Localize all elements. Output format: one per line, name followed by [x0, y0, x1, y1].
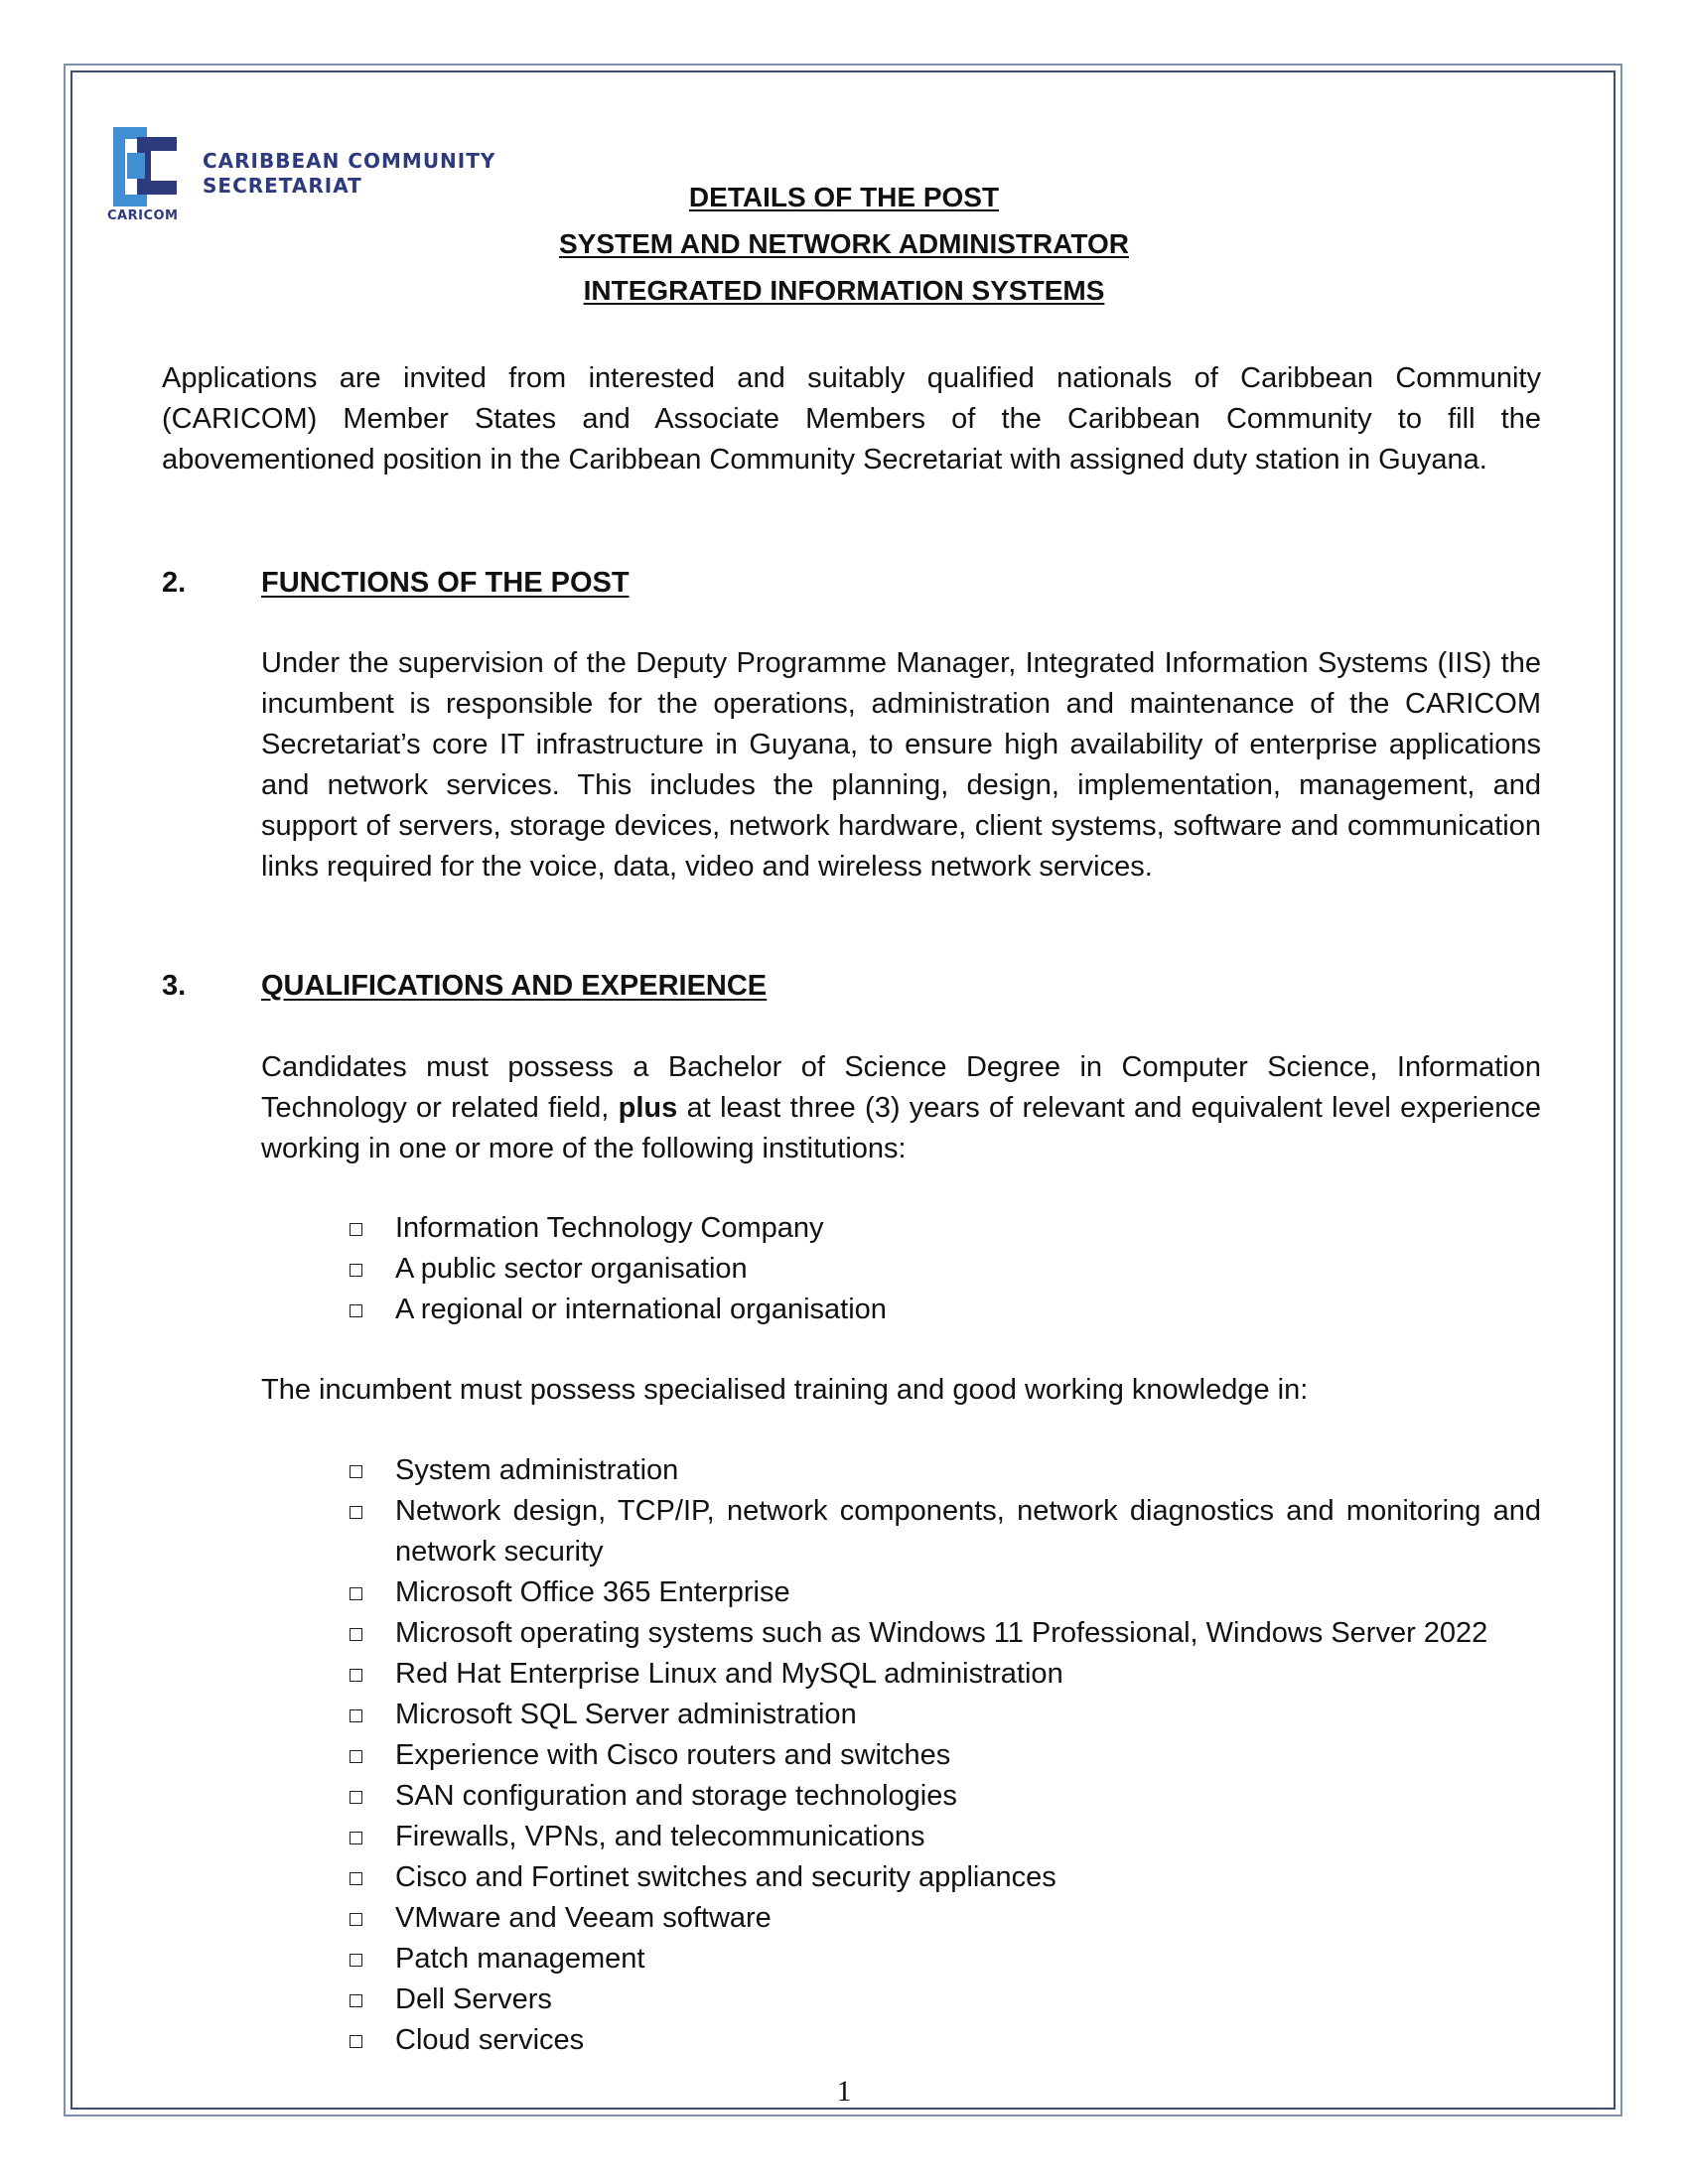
section-3-heading: QUALIFICATIONS AND EXPERIENCE: [261, 970, 768, 1002]
section-2-number: 2.: [162, 567, 187, 599]
list-item: Red Hat Enterprise Linux and MySQL administration: [344, 1654, 1541, 1695]
checkbox-bullet-icon: [350, 1750, 362, 1763]
list-item: Microsoft operating systems such as Windows 11 Professional, Windows Server 2022: [344, 1613, 1541, 1654]
title-position: SYSTEM AND NETWORK ADMINISTRATOR: [559, 228, 1129, 259]
knowledge-intro: The incumbent must possess specialised training and good working knowledge in:: [261, 1374, 1309, 1406]
section-2-heading: FUNCTIONS OF THE POST: [261, 567, 630, 599]
checkbox-bullet-icon: [350, 1913, 362, 1926]
checkbox-bullet-icon: [350, 1223, 362, 1236]
list-item: System administration: [344, 1450, 1541, 1491]
checkbox-bullet-icon: [350, 1791, 362, 1804]
checkbox-bullet-icon: [350, 1709, 362, 1722]
section-3-body: Candidates must possess a Bachelor of Science Degree in Computer Science, Information Technology or related field, plus at least three (3) years of relevant and equivalent level experience working in one or more of the following institutions:: [261, 1051, 1541, 1164]
caricom-logo: [107, 123, 504, 232]
checkbox-bullet-icon: [350, 1954, 362, 1967]
list-item: Dell Servers: [344, 1979, 1541, 2020]
knowledge-list: [344, 1450, 1541, 2061]
title-unit: INTEGRATED INFORMATION SYSTEMS: [583, 275, 1105, 306]
checkbox-bullet-icon: [350, 1669, 362, 1682]
institutions-list: [344, 1208, 1541, 1330]
section-3-number: 3.: [162, 970, 187, 1002]
list-item: VMware and Veeam software: [344, 1898, 1541, 1939]
checkbox-bullet-icon: [350, 1994, 362, 2007]
checkbox-bullet-icon: [350, 1872, 362, 1885]
checkbox-bullet-icon: [350, 1832, 362, 1844]
emphasis-plus: plus: [618, 1092, 678, 1124]
list-item: Microsoft SQL Server administration: [344, 1695, 1541, 1735]
intro-paragraph: Applications are invited from interested and suitably qualified nationals of Caribbean Community (CARICOM) Member States and Associate Members of the Caribbean Community to fill the abovementioned position in the Caribbean Community Secretariat with assigned duty station in Guyana.: [162, 362, 1541, 476]
logo-abbreviation: CARICOM: [107, 208, 179, 223]
list-item: Patch management: [344, 1939, 1541, 1979]
list-item: Cisco and Fortinet switches and security appliances: [344, 1857, 1541, 1898]
logo-line-1: CARIBBEAN COMMUNITY: [203, 149, 496, 173]
logo-line-2: SECRETARIAT: [203, 174, 362, 198]
list-item: A regional or international organisation: [344, 1290, 1541, 1330]
checkbox-bullet-icon: [350, 1264, 362, 1277]
title-details: DETAILS OF THE POST: [688, 182, 1000, 212]
list-item: SAN configuration and storage technologies: [344, 1776, 1541, 1817]
checkbox-bullet-icon: [350, 1304, 362, 1317]
list-item: Cloud services: [344, 2020, 1541, 2061]
list-item: Network design, TCP/IP, network components, network diagnostics and monitoring and network security: [344, 1491, 1541, 1572]
checkbox-bullet-icon: [350, 2035, 362, 2048]
page-number: 1: [836, 2075, 852, 2108]
checkbox-bullet-icon: [350, 1587, 362, 1600]
list-item: Firewalls, VPNs, and telecommunications: [344, 1817, 1541, 1857]
list-item: Information Technology Company: [344, 1208, 1541, 1249]
list-item: Experience with Cisco routers and switches: [344, 1735, 1541, 1776]
checkbox-bullet-icon: [350, 1628, 362, 1641]
checkbox-bullet-icon: [350, 1506, 362, 1519]
list-item: A public sector organisation: [344, 1249, 1541, 1290]
list-item: Microsoft Office 365 Enterprise: [344, 1572, 1541, 1613]
section-2-body: Under the supervision of the Deputy Programme Manager, Integrated Information Systems (IIS) the incumbent is responsible for the operations, administration and maintenance of the CARICOM Secretariat’s core IT infrastructure in Guyana, to ensure high availability of enterprise applications and network services. This includes the planning, design, implementation, management, and support of servers, storage devices, network hardware, client systems, software and communication links required for the voice, data, video and wireless network services.: [261, 647, 1541, 883]
checkbox-bullet-icon: [350, 1465, 362, 1478]
